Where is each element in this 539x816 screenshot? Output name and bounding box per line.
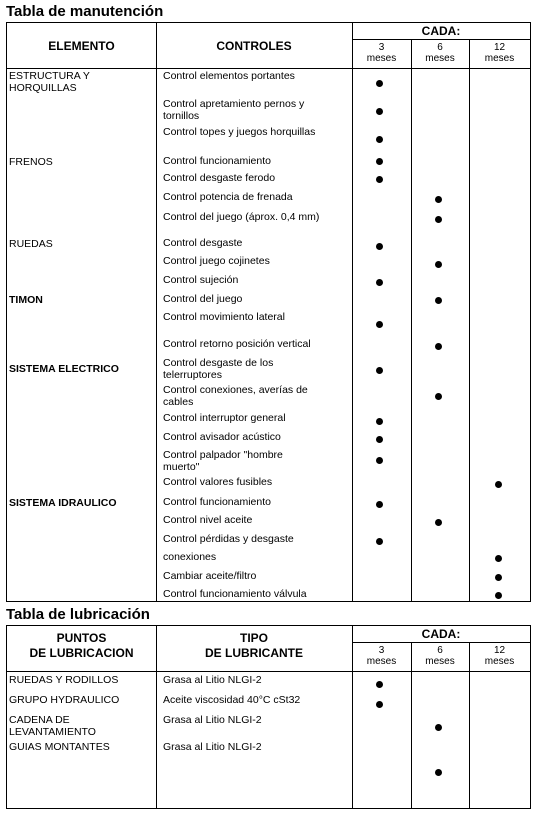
interval-12: 12 meses: [484, 42, 515, 64]
control-row: Control topes y juegos horquillas: [163, 126, 316, 138]
control-row: Control funcionamiento válvula: [163, 588, 307, 600]
control-row: Control desgaste de los telerruptores: [163, 357, 274, 381]
check-dot: [376, 243, 383, 250]
check-dot: [495, 555, 502, 562]
control-row: Control juego cojinetes: [163, 255, 270, 267]
check-dot: [435, 769, 442, 776]
check-dot: [435, 724, 442, 731]
check-dot: [376, 321, 383, 328]
check-dot: [495, 592, 502, 599]
check-dot: [376, 136, 383, 143]
check-dot: [376, 279, 383, 286]
element-estructura: ESTRUCTURA Y HORQUILLAS: [9, 70, 90, 94]
interval-6: 6 meses: [425, 645, 455, 667]
element-frenos: FRENOS: [9, 156, 53, 168]
check-dot: [435, 196, 442, 203]
check-dot: [495, 481, 502, 488]
col-controls: CONTROLES: [216, 39, 292, 53]
col-cada: CADA:: [421, 627, 461, 641]
lub-type: Grasa al Litio NLGI-2: [163, 741, 262, 753]
check-dot: [376, 158, 383, 165]
lub-type: Grasa al Litio NLGI-2: [163, 714, 262, 726]
col-element: ELEMENTO: [48, 39, 115, 53]
check-dot: [495, 574, 502, 581]
lubrication-title: Tabla de lubricación: [6, 606, 150, 623]
interval-12: 12 meses: [484, 645, 515, 667]
control-row: Cambiar aceite/filtro: [163, 570, 257, 582]
lub-point: RUEDAS Y RODILLOS: [9, 674, 119, 686]
check-dot: [435, 519, 442, 526]
maintenance-title: Tabla de manutención: [6, 3, 164, 20]
interval-6: 6 meses: [425, 42, 455, 64]
control-row: Control avisador acústico: [163, 431, 281, 443]
control-row: Control funcionamiento: [163, 155, 271, 167]
check-dot: [435, 393, 442, 400]
check-dot: [376, 367, 383, 374]
control-row: Control palpador "hombre muerto": [163, 449, 283, 473]
check-dot: [376, 501, 383, 508]
lub-point: CADENA DE LEVANTAMIENTO: [9, 714, 96, 738]
control-row: Control retorno posición vertical: [163, 338, 311, 350]
control-row: Control elementos portantes: [163, 70, 295, 82]
control-row: Control del juego: [163, 293, 243, 305]
lubrication-table: [6, 625, 531, 809]
check-dot: [376, 681, 383, 688]
element-electrico: SISTEMA ELECTRICO: [9, 363, 119, 375]
control-row: Control funcionamiento: [163, 496, 271, 508]
control-row: Control interruptor general: [163, 412, 286, 424]
check-dot: [376, 418, 383, 425]
control-row: Control apretamiento pernos y tornillos: [163, 98, 305, 122]
lub-point: GRUPO HYDRAULICO: [9, 694, 120, 706]
check-dot: [376, 436, 383, 443]
lub-point: GUIAS MONTANTES: [9, 741, 110, 753]
col-type: TIPO DE LUBRICANTE: [205, 631, 303, 660]
col-points: PUNTOS DE LUBRICACION: [29, 631, 134, 660]
check-dot: [376, 701, 383, 708]
check-dot: [376, 538, 383, 545]
control-row: Control desgaste: [163, 237, 243, 249]
control-row: Control desgaste ferodo: [163, 172, 276, 184]
lub-type: Aceite viscosidad 40°C cSt32: [163, 694, 301, 706]
control-row: Control sujeción: [163, 274, 239, 286]
check-dot: [376, 80, 383, 87]
control-row: Control nivel aceite: [163, 514, 253, 526]
maintenance-table: [6, 22, 531, 602]
interval-3: 3 meses: [366, 645, 397, 667]
control-row: Control potencia de frenada: [163, 191, 293, 203]
check-dot: [435, 216, 442, 223]
element-idraulico: SISTEMA IDRAULICO: [9, 497, 117, 509]
interval-3: 3 meses: [366, 42, 397, 64]
element-timon: TIMON: [9, 294, 43, 306]
check-dot: [376, 457, 383, 464]
col-cada: CADA:: [421, 24, 461, 38]
element-ruedas: RUEDAS: [9, 238, 53, 250]
control-row: Control del juego (áprox. 0,4 mm): [163, 211, 320, 223]
check-dot: [435, 261, 442, 268]
lub-type: Grasa al Litio NLGI-2: [163, 674, 262, 686]
control-row: Control pérdidas y desgaste: [163, 533, 294, 545]
check-dot: [376, 108, 383, 115]
check-dot: [376, 176, 383, 183]
control-row: Control movimiento lateral: [163, 311, 285, 323]
control-row: Control conexiones, averías de cables: [163, 384, 308, 408]
check-dot: [435, 343, 442, 350]
control-row: conexiones: [163, 551, 217, 563]
check-dot: [435, 297, 442, 304]
control-row: Control valores fusibles: [163, 476, 273, 488]
